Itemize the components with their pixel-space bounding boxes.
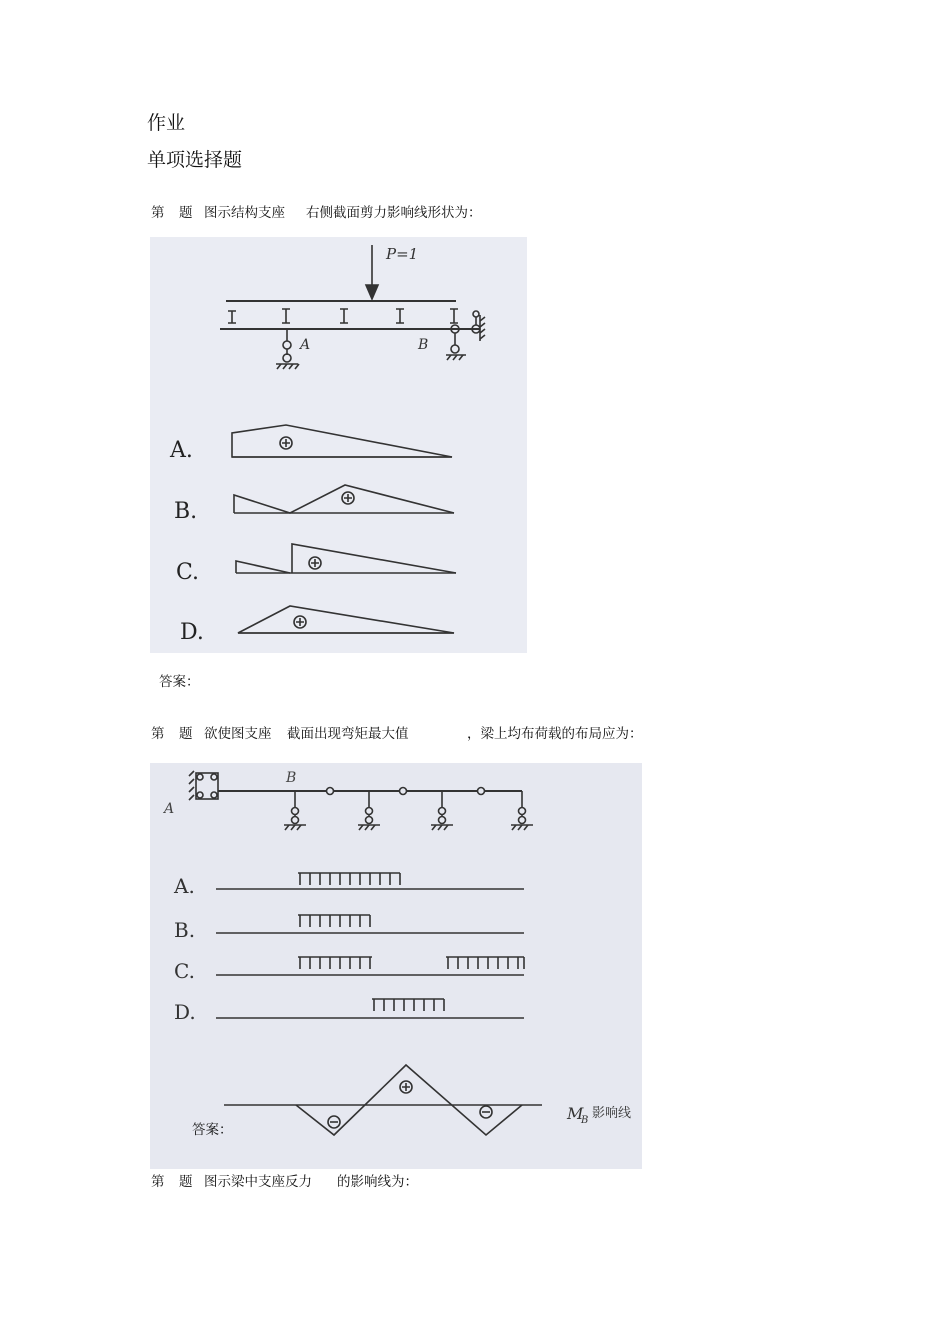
question-2 bbox=[151, 722, 641, 742]
q2-option-a-label: A. bbox=[174, 874, 195, 898]
section-title: 单项选择题 bbox=[147, 149, 243, 171]
q3-ti: 题 bbox=[179, 1174, 193, 1190]
mb-suffix: 影响线 bbox=[592, 1106, 632, 1121]
support-b-label: B bbox=[418, 337, 429, 353]
option-b-label: B. bbox=[174, 499, 198, 524]
mb-influence-line bbox=[224, 1065, 542, 1135]
q3-text-2: 的影响线为： bbox=[337, 1174, 418, 1190]
q2-num: 第 bbox=[151, 726, 165, 742]
load-c bbox=[298, 957, 524, 969]
load-d bbox=[372, 999, 444, 1011]
option-b-diagram bbox=[234, 485, 454, 513]
q1-figure bbox=[150, 237, 527, 653]
load-label: P=1 bbox=[386, 245, 419, 263]
mb-sub: B bbox=[581, 1115, 589, 1126]
q1-text-2: 右侧截面剪力影响线形状为： bbox=[306, 205, 482, 221]
q1-num: 第 bbox=[151, 205, 165, 221]
q2-option-c-label: C. bbox=[174, 959, 195, 983]
q1-text-1: 图示结构支座 bbox=[204, 205, 285, 221]
q1-ti: 题 bbox=[179, 205, 193, 221]
q3-num: 第 bbox=[151, 1174, 165, 1190]
load-a bbox=[298, 873, 400, 885]
q2-text-3: ，梁上均布荷载的布局应为： bbox=[467, 726, 643, 742]
option-d-label: D. bbox=[180, 620, 204, 645]
q2-support-a-label: A bbox=[164, 801, 175, 817]
support-a-label: A bbox=[300, 337, 311, 353]
q2-text-1: 欲使图支座 bbox=[204, 726, 272, 742]
option-c-diagram bbox=[236, 544, 456, 573]
q2-support-b-label: B bbox=[286, 770, 297, 786]
option-a-diagram bbox=[232, 425, 452, 457]
q2-figure bbox=[150, 763, 642, 1169]
q3-text-1: 图示梁中支座反力 bbox=[204, 1174, 312, 1190]
q2-option-d-label: D. bbox=[174, 1000, 196, 1024]
question-1 bbox=[151, 201, 571, 221]
option-d-diagram bbox=[238, 606, 454, 633]
q2-supports bbox=[284, 791, 533, 830]
beam-connectors bbox=[228, 309, 458, 323]
option-a-label: A. bbox=[170, 438, 193, 463]
q2-ti: 题 bbox=[179, 726, 193, 742]
question-3 bbox=[151, 1170, 451, 1190]
page-heading: 作业 bbox=[147, 112, 186, 134]
load-b bbox=[298, 915, 370, 927]
q2-text-2: 截面出现弯矩最大值 bbox=[287, 726, 409, 742]
q1-answer-label: 答案： bbox=[159, 674, 200, 690]
q2-figure-svg bbox=[150, 763, 642, 1169]
q2-answer-label: 答案： bbox=[192, 1122, 233, 1138]
q2-option-b-label: B. bbox=[174, 918, 196, 942]
q1-figure-svg bbox=[150, 237, 527, 653]
option-c-label: C. bbox=[176, 560, 200, 585]
mb-label: M bbox=[567, 1104, 584, 1123]
